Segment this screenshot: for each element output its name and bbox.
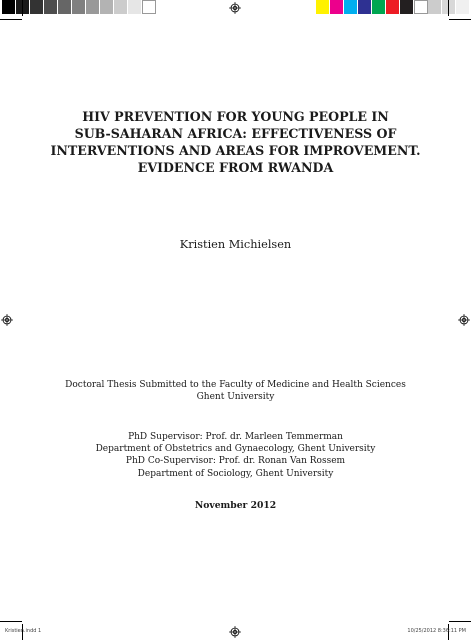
thesis-line: Doctoral Thesis Submitted to the Faculty of Medicine and Health Sciences: [65, 380, 406, 390]
color-swatch: [86, 0, 100, 14]
color-swatch: [16, 0, 30, 14]
color-swatch: [142, 0, 156, 14]
registration-mark-icon: [1, 314, 13, 326]
process-color-bar: [316, 0, 470, 14]
title-line: INTERVENTIONS AND AREAS FOR IMPROVEMENT.: [50, 143, 421, 158]
color-swatch: [442, 0, 456, 14]
color-swatch: [100, 0, 114, 14]
color-swatch: [330, 0, 344, 14]
color-swatch: [30, 0, 44, 14]
color-swatch: [400, 0, 414, 14]
color-swatch: [414, 0, 428, 14]
color-swatch: [316, 0, 330, 14]
publication-date: November 2012: [194, 500, 277, 511]
thesis-line: Ghent University: [196, 392, 275, 403]
color-swatch: [2, 0, 16, 14]
crop-mark: [0, 19, 22, 20]
supervisor-line: PhD Co-Supervisor: Prof. dr. Ronan Van Rossem: [125, 456, 346, 467]
crop-mark: [448, 0, 449, 16]
slug-timestamp: 10/25/2012 8:36:11 PM: [407, 628, 466, 634]
registration-mark-icon: [229, 626, 241, 638]
color-swatch: [386, 0, 400, 14]
color-swatch: [72, 0, 86, 14]
crop-mark: [22, 0, 23, 16]
author-name: Kristien Michielsen: [179, 238, 292, 251]
color-swatch: [428, 0, 442, 14]
color-swatch: [344, 0, 358, 14]
thesis-title: [40, 108, 431, 176]
crop-mark: [449, 621, 471, 622]
color-swatch: [128, 0, 142, 14]
color-swatch: [44, 0, 58, 14]
thesis-statement: [0, 379, 471, 403]
title-line: EVIDENCE FROM RWANDA: [137, 160, 334, 175]
slug-filename: Kristien.indd 1: [5, 628, 42, 634]
title-line: HIV PREVENTION FOR YOUNG PEOPLE IN: [82, 109, 389, 124]
crop-mark: [0, 621, 22, 622]
supervisors-block: [0, 431, 471, 480]
supervisor-line: PhD Supervisor: Prof. dr. Marleen Temmerman: [128, 432, 343, 442]
supervisor-line: Department of Sociology, Ghent University: [137, 468, 334, 479]
color-swatch: [58, 0, 72, 14]
grayscale-color-bar: [2, 0, 156, 14]
supervisor-line: Department of Obstetrics and Gynaecology, Ghent University: [95, 444, 376, 455]
registration-mark-icon: [229, 2, 241, 14]
color-swatch: [372, 0, 386, 14]
color-swatch: [114, 0, 128, 14]
title-line: SUB-SAHARAN AFRICA: EFFECTIVENESS OF: [74, 126, 397, 141]
registration-mark-icon: [458, 314, 470, 326]
crop-mark: [449, 19, 471, 20]
color-swatch: [358, 0, 372, 14]
color-swatch: [456, 0, 470, 14]
